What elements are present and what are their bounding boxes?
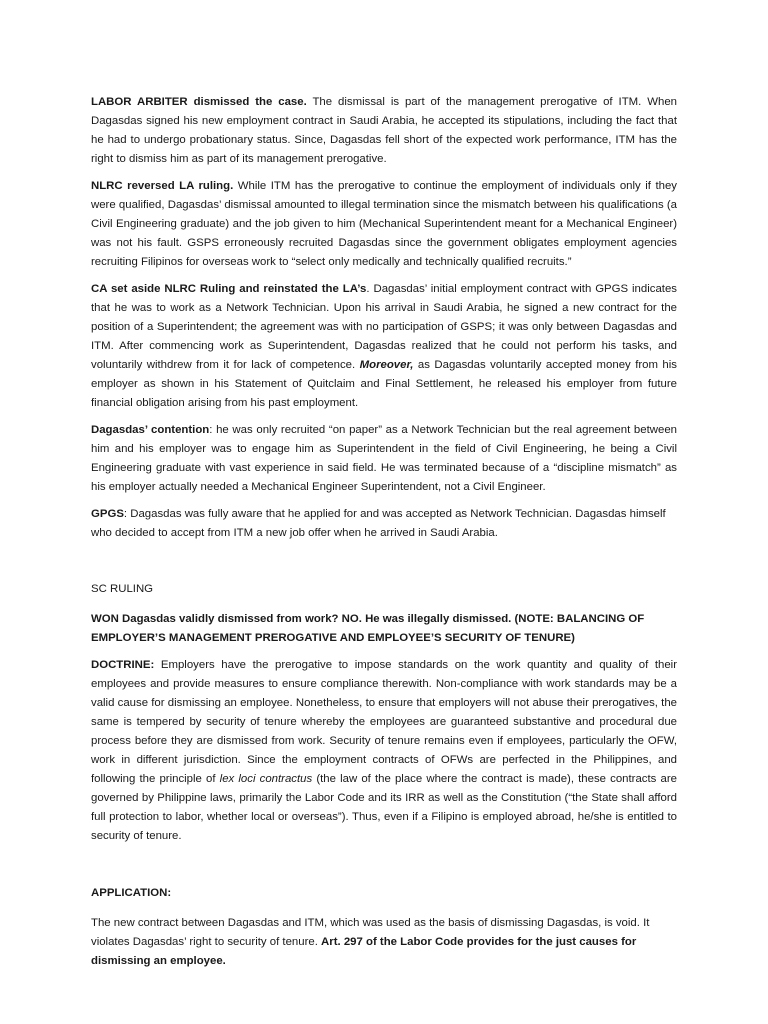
latin-lex-loci: lex loci contractus [219,773,313,785]
heading-doctrine: DOCTRINE: [91,659,155,671]
text-doctrine-part2: (the law of the place where the contract is made), these contracts are governed by Philippine laws, primarily the Labor Code and its IRR as well as the Constitution (“the State shall afford full protection to labor, whether local or overseas”). Thus, even if a Filipino is employed abroad, he/she is entitled to security of tenure. [91,773,677,842]
text-ca-part2: as Dagasdas voluntarily accepted money from his employer as shown in his Statement of Quitclaim and Final Settlement, he released his employer from future financial obligation arising from his past employment. [91,359,677,409]
text-nlrc: While ITM has the prerogative to continue the employment of individuals only if they were qualified, Dagasdas’ dismissal amounted to illegal termination since the mismatch between his qualifications (a Civil Engineering graduate) and the job given to him (Mechanical Superintendent meant for a Mechanical Engineer) was not his fault. GSPS erroneously recruited Dagasdas since the government obligates employment agencies recruiting Filipinos for overseas work to “select only medically and technically qualified recruits.” [91,180,677,268]
paragraph-contention [91,421,677,497]
heading-labor-arbiter: LABOR ARBITER dismissed the case. [91,96,307,108]
issue-text: WON Dagasdas validly dismissed from work? NO. He was illegally dismissed. (NOTE: BALANCING OF EMPLOYER’S MANAGEMENT PREROGATIVE AND EMPLOYEE’S SECURITY OF TENURE) [91,613,645,644]
paragraph-nlrc [91,177,677,272]
paragraph-ca [91,280,677,413]
heading-nlrc: NLRC reversed LA ruling. [91,180,234,192]
heading-application [91,884,677,903]
heading-contention: Dagasdas’ contention [91,424,210,436]
text-ca-part1: . Dagasdas’ initial employment contract with GPGS indicates that he was to work as a Network Technician. Upon his arrival in Saudi Arabia, he signed a new contract for the position of a Superintendent; the agreement was with no participation of GSPS; it was only between Dagasdas and ITM. After commencing work as Superintendent, Dagasdas realized that he could not perform his tasks, and voluntarily withdrew from it for lack of competence. [91,283,677,371]
emphasis-moreover: Moreover, [359,359,414,371]
heading-ca: CA set aside NLRC Ruling and reinstated the LA’s [91,283,367,295]
paragraph-application [91,914,677,971]
text-application: The new contract between Dagasdas and ITM, which was used as the basis of dismissing Dagasdas, is void. It violates Dagasdas’ right to security of tenure. [91,917,650,948]
text-doctrine-part1: Employers have the prerogative to impose standards on the work quantity and quality of their employees and provide measures to ensure compliance therewith. Non-compliance with work standards may be a valid cause for dismissing an employee. Nonetheless, to ensure that employers will not abuse their prerogatives, the same is tempered by security of tenure whereby the employees are guaranteed substantive and procedural due process before they are dismissed from work. Security of tenure remains even if employees, particularly the OFW, work in different jurisdiction. Since the employment contracts of OFWs are perfected in the Philippines, and following the principle of [91,659,677,785]
emphasis-art-297: Art. 297 of the Labor Code provides for the just causes for dismissing an employee. [91,936,637,967]
text-labor-arbiter: The dismissal is part of the management prerogative of ITM. When Dagasdas signed his new employment contract in Saudi Arabia, he accepted its stipulations, including the fact that he had to undergo probationary status. Since, Dagasdas fell short of the expected work performance, ITM has the right to dismiss him as part of its management prerogative. [91,96,677,165]
text-gpgs: : Dagasdas was fully aware that he applied for and was accepted as Network Technician. Dagasdas himself who decided to accept from ITM a new job offer when he arrived in Saudi Arabia. [91,508,666,539]
paragraph-doctrine [91,656,677,846]
paragraph-labor-arbiter [91,93,677,169]
heading-gpgs: GPGS [91,508,124,520]
paragraph-gpgs [91,505,677,543]
section-title-sc-ruling: SC RULING [91,583,154,595]
text-contention: : he was only recruited “on paper” as a Network Technician but the real agreement between him and his employer was to engage him as Superintendent in the field of Civil Engineering, he being a Civil Engineering graduate with vast experience in said field. He was terminated because of a “discipline mismatch” as his employer actually needed a Mechanical Engineer Superintendent, not a Civil Engineer. [91,424,677,493]
heading-application-text: APPLICATION: [91,887,172,899]
issue-statement [91,610,677,648]
